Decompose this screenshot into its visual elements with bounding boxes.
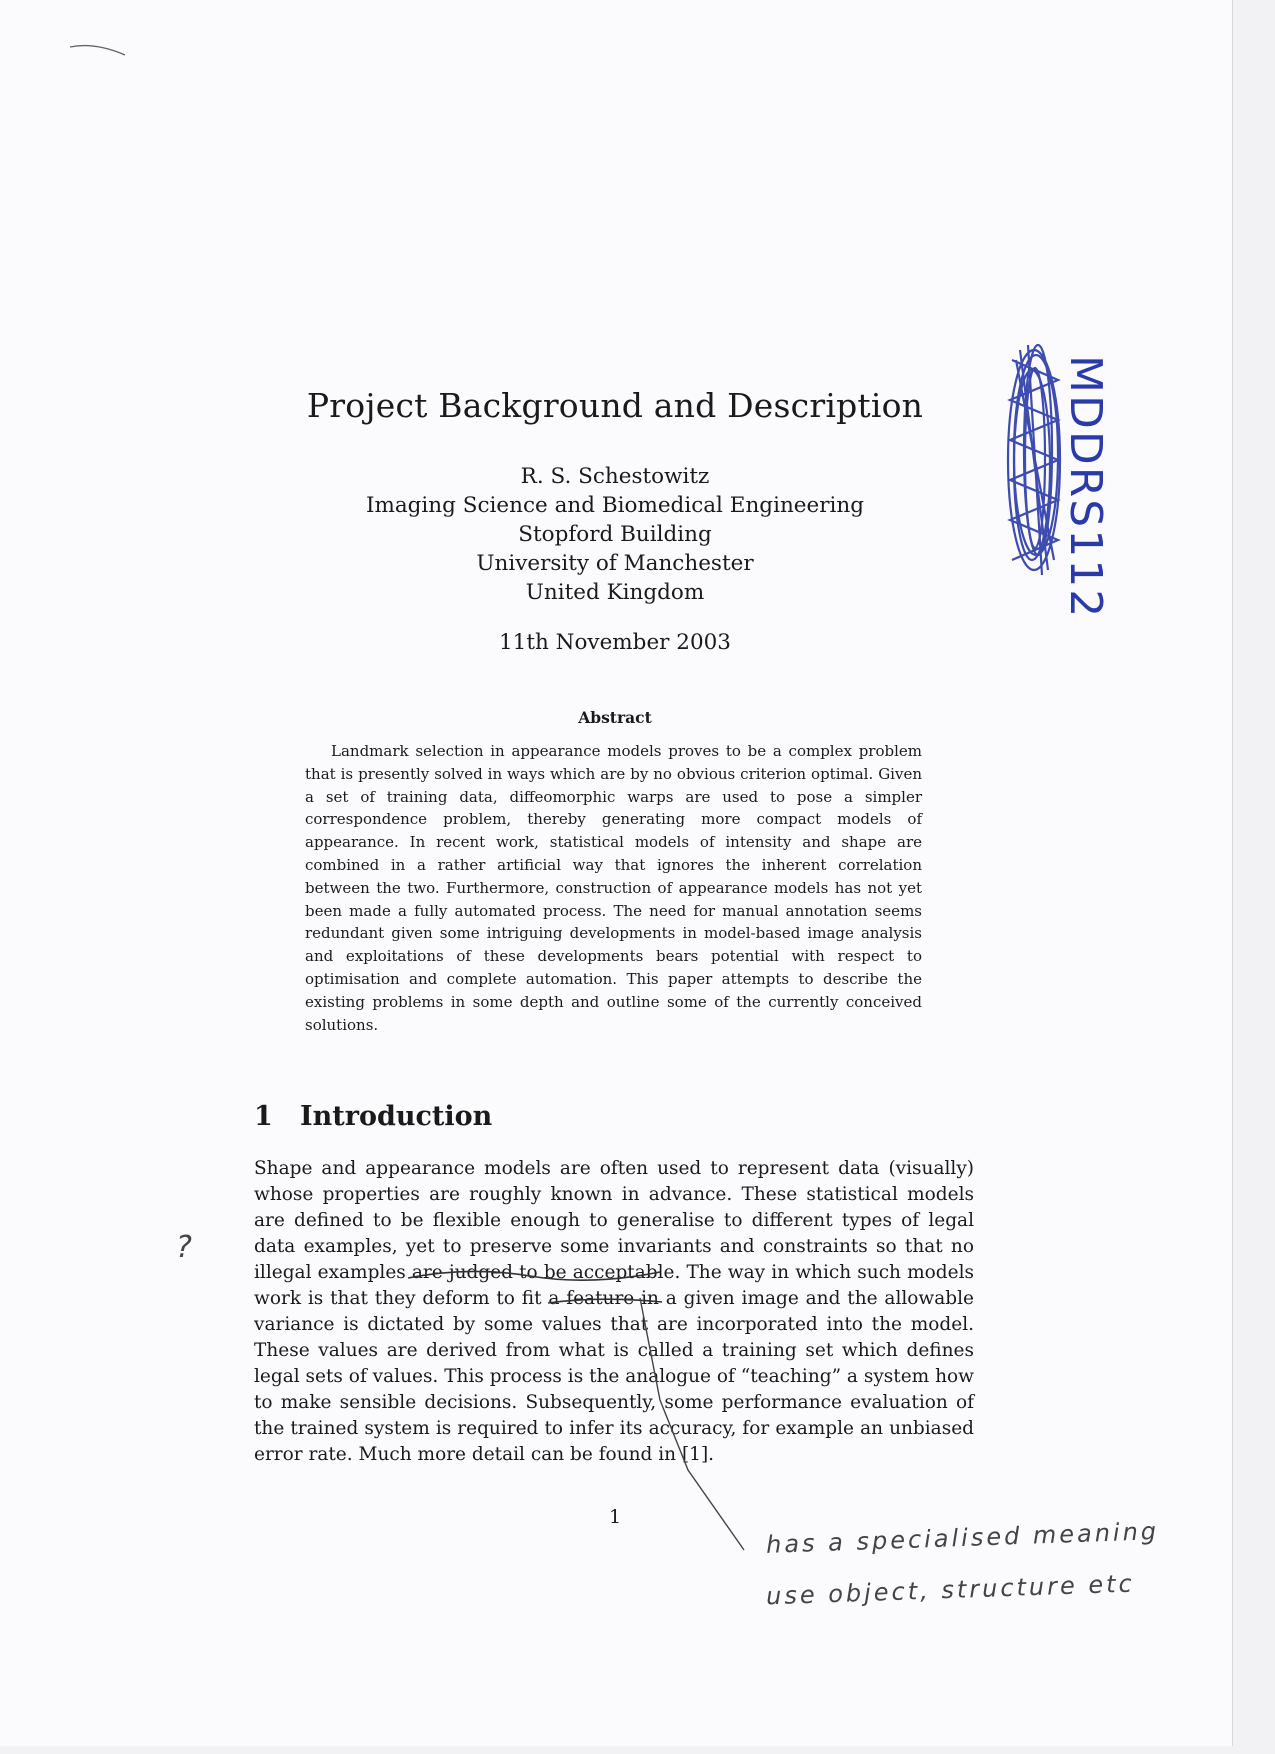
underline-judged <box>408 1271 660 1280</box>
author-university: University of Manchester <box>476 551 754 576</box>
margin-question-mark: ? <box>176 1230 192 1265</box>
intro-line: work is that they deform to fit a feature in a given image and the allowable <box>254 1288 974 1309</box>
section-title: Introduction <box>300 1101 493 1132</box>
intro-line: These values are derived from what is called a training set which defines <box>254 1340 974 1361</box>
section-number: 1 <box>254 1101 273 1132</box>
scribble-mark <box>1008 345 1060 575</box>
intro-line: variance is dictated by some values that are incorporated into the model. <box>254 1314 974 1335</box>
intro-line: error rate. Much more detail can be found in [1]. <box>254 1444 715 1465</box>
author-country: United Kingdom <box>525 580 705 605</box>
underline-feature <box>548 1299 662 1303</box>
paper-title: Project Background and Description <box>306 386 924 425</box>
handwritten-note-line: use object, structure etc <box>765 1569 1136 1611</box>
abstract-heading: Abstract <box>578 708 652 727</box>
intro-line: Shape and appearance models are often used to represent data (visually) <box>254 1158 974 1179</box>
intro-line: legal sets of values. This process is the analogue of “teaching” a system how <box>254 1366 974 1387</box>
handwritten-side-code: MDDRS112 <box>1060 355 1111 620</box>
paper-date: 11th November 2003 <box>498 630 731 655</box>
intro-line: data examples, yet to preserve some invariants and constraints so that no <box>254 1236 974 1257</box>
abstract-paragraph: Landmark selection in appearance models proves to be a complex problem that is presently solved in ways which are by no obvious criterion optimal. Given a set of training data, diffeomorphic warps are used to pose a simpler correspondence problem, thereby generating more compact models of appearance. In recent work, statistical models of intensity and shape are combined in a rather artificial way that ignores the inherent correlation between the two. Furthermore, construction of appearance models has not yet been made a fully automated process. The need for manual annotation seems redundant given some intriguing developments in model-based image analysis and exploitations of these developments bears potential with respect to optimisation and complete automation. This paper attempts to describe the existing problems in some depth and outline some of the currently conceived solutions. <box>305 742 922 1034</box>
intro-line: whose properties are roughly known in advance. These statistical models <box>254 1184 974 1205</box>
annotation-pointer-line <box>640 1298 744 1550</box>
intro-line: to make sensible decisions. Subsequently, some performance evaluation of <box>254 1392 974 1413</box>
author-department: Imaging Science and Biomedical Engineering <box>365 493 865 518</box>
intro-line: the trained system is required to infer its accuracy, for example an unbiased <box>254 1418 974 1439</box>
author-name: R. S. Schestowitz <box>520 464 710 489</box>
intro-line: are defined to be flexible enough to generalise to different types of legal <box>254 1210 974 1231</box>
intro-line: illegal examples are judged to be acceptable. The way in which such models <box>254 1262 974 1283</box>
author-building: Stopford Building <box>518 522 712 547</box>
handwritten-note-line: has a specialised meaning <box>765 1517 1160 1559</box>
page-number: 1 <box>608 1506 622 1528</box>
margin-dash-mark <box>70 46 125 55</box>
